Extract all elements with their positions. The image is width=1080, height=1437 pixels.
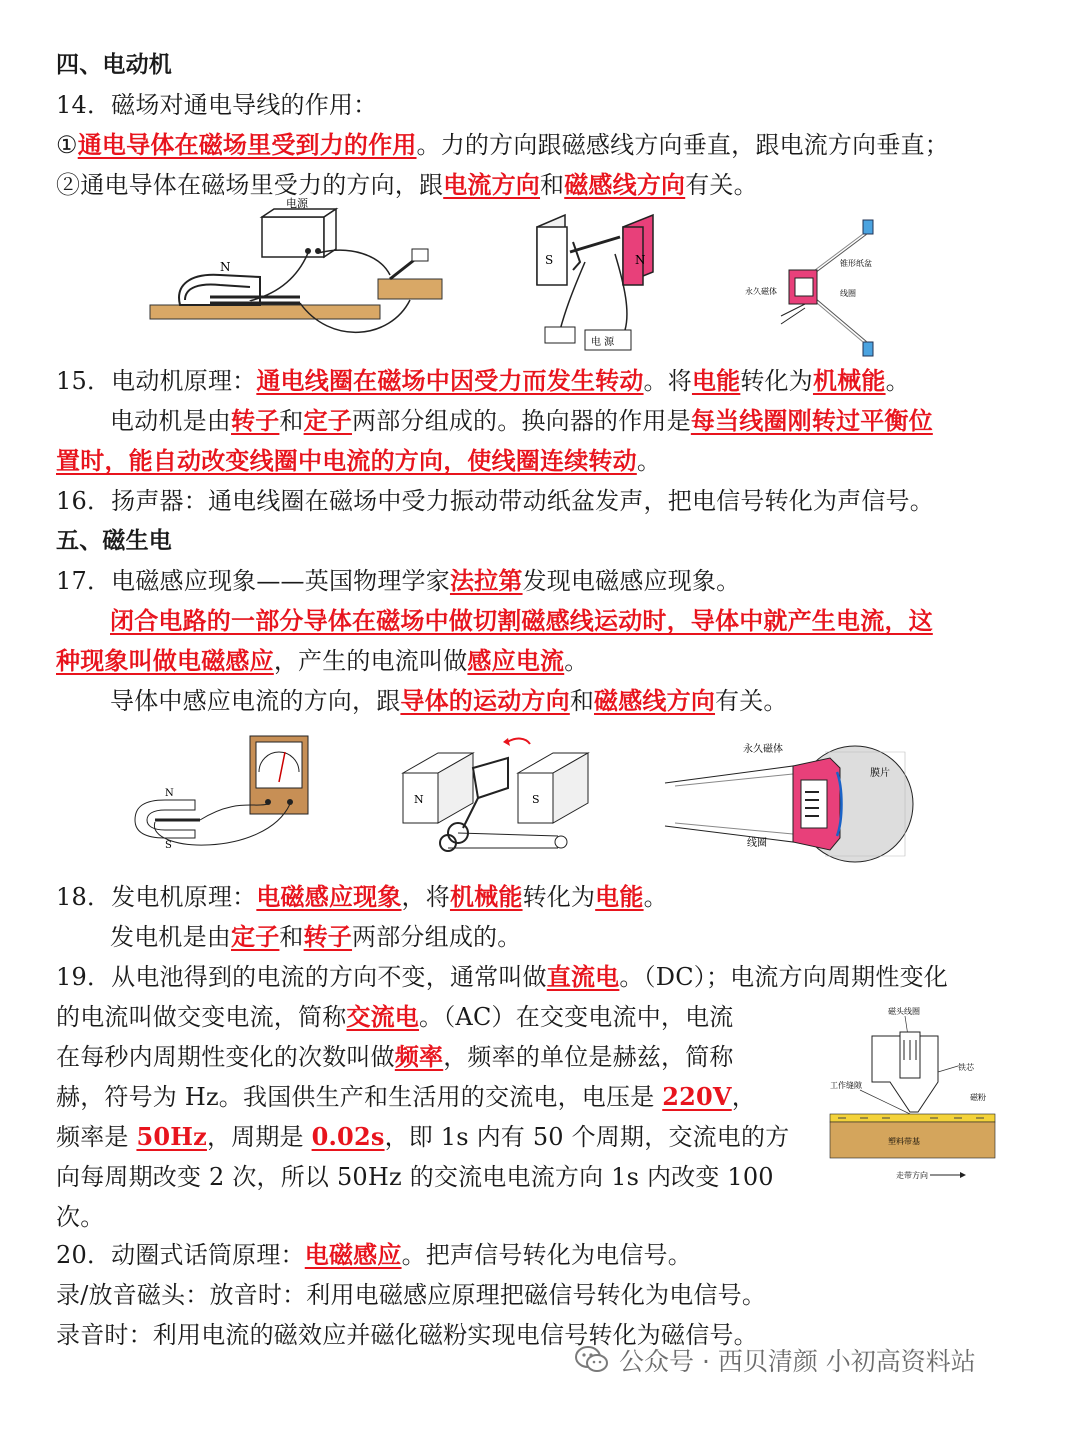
item-19-line-6: 向每周期改变 2 次，所以 50Hz 的交流电电流方向 1s 内改变 100 (56, 1163, 774, 1191)
item-18-line-2 (110, 917, 521, 957)
key-term: 电磁感应 (304, 1240, 402, 1269)
item-text: 磁场对通电导线的作用： (111, 91, 378, 119)
text: 。 (643, 883, 668, 911)
key-term: 电能 (691, 366, 741, 395)
text: 发现电磁感应现象。 (522, 567, 741, 595)
item-16 (56, 481, 934, 521)
item-17 (56, 561, 740, 601)
figure-wire-between-poles (525, 212, 675, 357)
item-17-line-4 (110, 681, 788, 721)
n-pole-label: N (220, 260, 231, 274)
text: 。（AC）在交变电流中，电流 (419, 1003, 734, 1031)
key-term: 定子 (231, 922, 280, 951)
figure-tape-head (830, 1002, 995, 1187)
key-term: 220V (662, 1082, 732, 1111)
item-14-point-2 (56, 165, 758, 205)
figure-galvanometer-induction (125, 728, 315, 858)
text: 电动机是由 (110, 407, 231, 435)
s-pole-label: S (532, 793, 540, 806)
n-pole-label: N (635, 253, 646, 267)
n-pole-label: N (165, 788, 174, 799)
s-pole-label: S (545, 253, 554, 267)
item-20 (56, 1235, 692, 1275)
item-number: 20． (56, 1241, 112, 1269)
figure-speaker (745, 218, 900, 358)
key-term: 50Hz (136, 1122, 207, 1151)
key-term: 通电线圈在磁场中因受力而发生转动 (256, 366, 644, 395)
key-term: 0.02s (311, 1122, 385, 1151)
item-15-line-3 (56, 441, 661, 481)
item-number: 14． (56, 91, 112, 119)
text: ，周期是 (206, 1123, 312, 1151)
item-17-line-3 (56, 641, 588, 681)
text: 和 (540, 171, 565, 199)
text: ，即 1s 内有 50 个周期，交流电的方 (384, 1123, 790, 1151)
text: 转化为 (740, 367, 813, 395)
text: 。（DC）；电流方向周期性变化 (619, 963, 948, 991)
key-term: 直流电 (546, 962, 620, 991)
key-term: 导体的运动方向 (400, 686, 570, 715)
key-term: 通电导体在磁场里受到力的作用 (77, 130, 417, 159)
item-number: 19． (56, 963, 112, 991)
coil-label: 磁头线圈 (888, 1007, 920, 1016)
item-19-line-4 (56, 1077, 756, 1117)
section-heading-induction: 五、磁生电 (56, 528, 172, 554)
wechat-icon (575, 1345, 609, 1375)
item-15 (56, 361, 910, 401)
footer-watermark (575, 1338, 976, 1382)
item-17-line-2 (110, 601, 933, 641)
item-20-line-3: 录音时：利用电流的磁效应并磁化磁粉实现电信号转化为磁信号。 (56, 1321, 758, 1349)
text: 有关。 (715, 687, 788, 715)
text: 有关。 (685, 171, 758, 199)
item-15-line-2 (110, 401, 933, 441)
text: ① (56, 131, 78, 159)
n-pole-label: N (414, 793, 424, 806)
figure-wire-in-magnet-circuit (150, 197, 450, 355)
magnet-label: 永久磁体 (745, 287, 777, 296)
item-14-point-1 (56, 125, 949, 165)
key-term: 交流电 (346, 1002, 420, 1031)
text: 在每秒内周期性变化的次数叫做 (56, 1043, 395, 1071)
key-term: 转子 (303, 922, 353, 951)
item-14 (56, 85, 377, 125)
power-label: 电源 (286, 197, 308, 210)
key-term: 每当线圈刚转过平衡位 (690, 406, 933, 435)
item-number: 18． (56, 883, 112, 911)
footer-text: 公众号 · 西贝清颜 小初高资料站 (619, 1347, 976, 1376)
text: 。 (564, 647, 589, 675)
key-term: 磁感线方向 (564, 170, 686, 199)
film-label: 膜片 (870, 768, 890, 779)
key-term: 机械能 (449, 882, 523, 911)
item-19-line-2 (56, 997, 734, 1037)
section-heading-motor: 四、电动机 (56, 52, 172, 78)
text: 转化为 (522, 883, 596, 911)
item-19-line-3 (56, 1037, 734, 1077)
gap-label: 工作缝隙 (830, 1081, 862, 1090)
text: 和 (569, 687, 595, 715)
key-term: 种现象叫做电磁感应 (56, 646, 274, 675)
item-19-line-7: 次。 (56, 1203, 105, 1231)
coil-label: 线圈 (840, 289, 856, 298)
cone-label: 锥形纸盆 (840, 259, 872, 268)
figure-generator-model (398, 728, 588, 858)
text: 和 (279, 407, 304, 435)
item-18 (56, 877, 668, 917)
key-term: 电能 (595, 882, 644, 911)
text: 导体中感应电流的方向，跟 (110, 687, 401, 715)
item-text: 扬声器：通电线圈在磁场中受力振动带动纸盆发声，把电信号转化为声信号。 (111, 487, 934, 515)
text: 从电池得到的电流的方向不变，通常叫做 (111, 963, 547, 991)
text: 动圈式话筒原理： (111, 1241, 305, 1269)
text: 。 (636, 447, 662, 475)
text: 两部分组成的。换向器的作用是 (352, 407, 691, 435)
key-term: 电磁感应现象 (256, 882, 402, 911)
text: 。将 (643, 367, 692, 395)
direction-label: 走带方向 (896, 1171, 928, 1180)
text: ，频率的单位是赫兹，简称 (443, 1043, 734, 1071)
item-number: 17． (56, 567, 112, 595)
item-19 (56, 957, 948, 997)
key-term: 置时，能自动改变线圈中电流的方向，使线圈连续转动 (56, 446, 637, 475)
text: 。把声信号转化为电信号。 (401, 1241, 692, 1269)
item-19-line-5 (56, 1117, 789, 1157)
key-term: 机械能 (812, 366, 886, 395)
key-term: 定子 (303, 406, 353, 435)
core-label: 铁芯 (958, 1063, 974, 1072)
power-label: 电 源 (591, 337, 615, 348)
text: 。 (885, 367, 910, 395)
text: 电动机原理： (111, 367, 257, 395)
coil-label: 线圈 (747, 838, 767, 849)
key-term: 法拉第 (449, 566, 523, 595)
key-term: 磁感线方向 (594, 686, 716, 715)
text: 发电机原理： (111, 883, 257, 911)
text: 两部分组成的。 (352, 923, 522, 951)
text: ②通电导体在磁场里受力的方向，跟 (56, 171, 444, 199)
item-20-line-2: 录/放音磁头：放音时：利用电磁感应原理把磁信号转化为电信号。 (56, 1281, 767, 1309)
text: 赫，符号为 Hz。我国供生产和生活用的交流电，电压是 (56, 1083, 663, 1111)
s-pole-label: S (165, 840, 172, 851)
text: ，将 (401, 883, 450, 911)
text: 和 (279, 923, 304, 951)
powder-label: 磁粉 (970, 1093, 986, 1102)
text: 频率是 (56, 1123, 137, 1151)
key-term: 感应电流 (467, 646, 565, 675)
key-term: 闭合电路的一部分导体在磁场中做切割磁感线运动时，导体中就产生电流，这 (110, 606, 933, 635)
text: 。力的方向跟磁感线方向垂直，跟电流方向垂直； (416, 131, 949, 159)
item-number: 15． (56, 367, 112, 395)
key-term: 转子 (231, 406, 280, 435)
text: ， (731, 1083, 756, 1111)
tape-label: 塑料带基 (888, 1137, 920, 1146)
text: ，产生的电流叫做 (273, 647, 468, 675)
text: 的电流叫做交变电流，简称 (56, 1003, 347, 1031)
item-number: 16． (56, 487, 112, 515)
figure-moving-coil-microphone (665, 738, 915, 868)
text: 电磁感应现象——英国物理学家 (111, 567, 450, 595)
key-term: 电流方向 (443, 170, 541, 199)
magnet-label: 永久磁体 (743, 744, 783, 755)
text: 发电机是由 (110, 923, 231, 951)
key-term: 频率 (394, 1042, 444, 1071)
